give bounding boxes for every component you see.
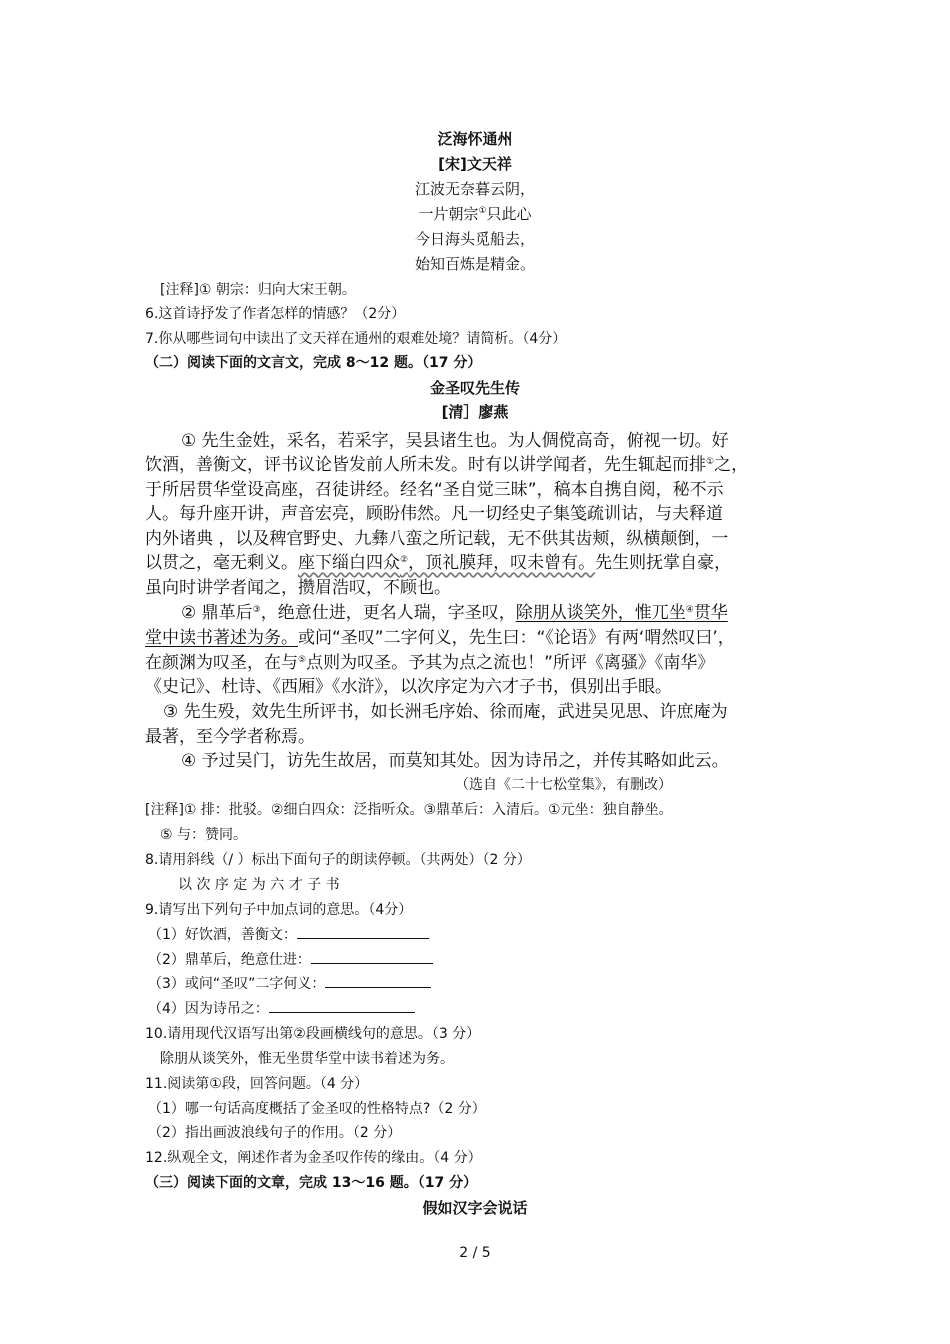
prose-title: 金圣叹先生传	[429, 379, 520, 397]
answer-blank-3[interactable]	[325, 973, 431, 988]
question-11-part-1: （1）哪一句话高度概括了金圣叹的性格特点?（2 分）	[148, 1101, 486, 1117]
prose-author: [清］廖燕	[441, 403, 509, 421]
poem-title: 泛海怀通州	[437, 130, 513, 148]
page-number: 2 / 5	[459, 1245, 491, 1261]
section-2-heading: （二）阅读下面的文言文，完成 8～12 题。（17 分）	[145, 355, 482, 371]
question-9-item-3: （3）或问“圣叹”二字何义：	[148, 973, 431, 993]
para-4: ④ 予过吴门，访先生故居，而莫知其处。因为诗吊之，并传其略如此云。	[181, 751, 729, 771]
prose-note-2: ⑤ 与：赞同。	[160, 827, 248, 843]
para-2-line-1: ② 鼎革后③，绝意仕进，更名人瑞，字圣叹，除朋从谈笑外，惟兀坐④贯华	[181, 603, 728, 623]
question-6: 6.这首诗抒发了作者怎样的情感？（2分）	[145, 306, 406, 322]
answer-blank-4[interactable]	[269, 998, 415, 1013]
poem-line-2: 一片朝宗①只此心	[418, 205, 532, 223]
underlined-sentence-a: 除朋从谈笑外，惟兀坐④贯华	[515, 603, 728, 623]
poem-line-3: 今日海头觅船去，	[414, 230, 535, 248]
para-1-line-7: 虽向时讲学者闻之，攒眉浩叹，不顾也。	[145, 578, 451, 598]
poem-note: [注释]① 朝宗：归向大宋王朝。	[160, 282, 356, 298]
wavy-underlined-sentence: 座下缁白四众②，顶礼膜拜，叹未曾有。	[298, 553, 596, 573]
prose-source: （选自《二十七松堂集》，有删改）	[455, 777, 672, 793]
question-8: 8.请用斜线（/ ）标出下面句子的朗读停顿。（共两处）（2 分）	[145, 852, 531, 868]
question-9-item-4: （4）因为诗吊之：	[148, 998, 415, 1018]
para-1-line-6: 以贯之，毫无剩义。座下缁白四众②，顶礼膜拜，叹未曾有。先生则抚掌自豪，	[145, 553, 732, 573]
para-1-line-2: 饮酒，善衡文，评书议论皆发前人所未发。时有以讲学闻者，先生辄起而排①之，	[145, 455, 749, 475]
question-9-item-1: （1）好饮酒，善衡文：	[148, 924, 429, 944]
question-8-sentence: 以 次 序 定 为 六 才 子 书	[178, 877, 340, 893]
para-2-line-3: 在颜渊为叹圣，在与⑤点则为叹圣。予其为点之流也！”所评《离骚》《南华》	[145, 653, 715, 673]
question-9-item-2: （2）鼎革后，绝意仕进：	[148, 949, 433, 969]
answer-blank-1[interactable]	[297, 924, 429, 939]
section-3-heading: （三）阅读下面的文章，完成 13～16 题。（17 分）	[145, 1175, 478, 1191]
poem-line-4: 始知百炼是精金。	[414, 255, 535, 273]
para-3-line-1: ③ 先生殁，效先生所评书，如长洲毛序始、徐而庵，武进吴见思、许庶庵为	[163, 702, 728, 722]
para-2-line-4: 《史记》、杜诗、《西厢》《水浒》，以次序定为六才子书，俱别出手眼。	[145, 677, 672, 697]
para-1-line-1: ① 先生金姓，采名，若采字，吴县诸生也。为人倜傥高奇，俯视一切。好	[181, 431, 729, 451]
para-2-line-2: 堂中读书著述为务。或问“圣叹”二字何义，先生曰：“《论语》有两‘喟然叹曰’，	[145, 628, 735, 648]
para-1-line-3: 于所居贯华堂设高座，召徒讲经。经名“圣自觉三昧”，稿本自携自阅，秘不示	[145, 480, 724, 500]
question-11-part-2: （2）指出画波浪线句子的作用。（2 分）	[148, 1125, 402, 1141]
question-12: 12.纵观全文，阐述作者为金圣叹作传的缘由。（4 分）	[145, 1150, 482, 1166]
question-11: 11.阅读第①段，回答问题。（4 分）	[145, 1076, 369, 1092]
poem-line-1: 江波无奈暮云阴，	[414, 180, 535, 198]
question-7: 7.你从哪些词句中读出了文天祥在通州的艰难处境？请简析。（4分）	[145, 331, 567, 347]
para-1-line-5: 内外诸典 ，以及稗官野史、九彝八蛮之所记载，无不供其齿颊，纵横颠倒，一	[145, 529, 729, 549]
question-10: 10.请用现代汉语写出第②段画横线句的意思。（3 分）	[145, 1026, 481, 1042]
prose-note-1: [注释]① 排：批驳。②细白四众：泛指听众。③鼎革后：入清后。①元坐：独自静坐。	[145, 802, 673, 818]
poem-author: [宋]文天祥	[438, 155, 512, 173]
answer-blank-2[interactable]	[311, 949, 433, 964]
underlined-sentence-b: 堂中读书著述为务。	[145, 628, 298, 648]
para-1-line-4: 人。每升座开讲，声音宏亮，顾盼伟然。凡一切经史子集笺疏训诂，与夫释道	[145, 504, 723, 524]
question-9: 9.请写出下列句子中加点词的意思。（4分）	[145, 902, 413, 918]
section-3-title: 假如汉字会说话	[422, 1199, 528, 1217]
question-10-sentence: 除朋从谈笑外，惟无坐贯华堂中读书着述为务。	[160, 1051, 454, 1067]
para-3-line-2: 最著，至今学者称焉。	[145, 727, 315, 747]
